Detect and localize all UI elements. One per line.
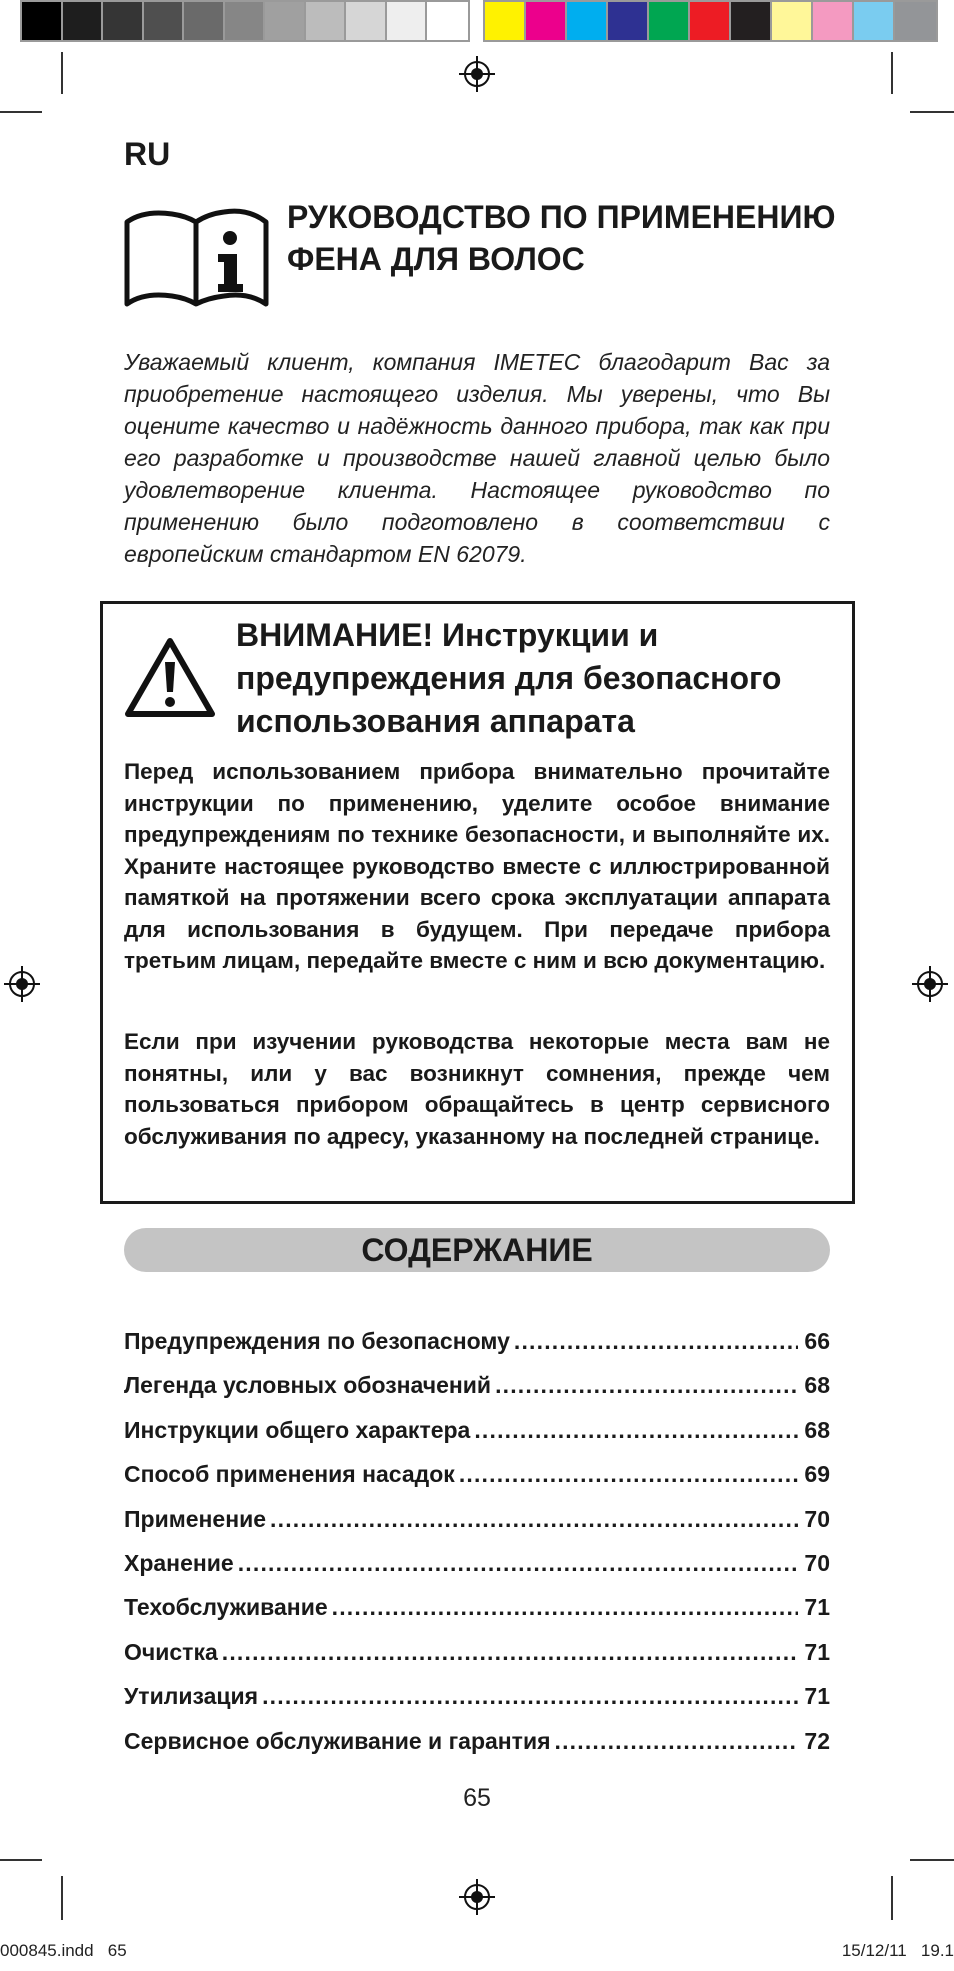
toc-item-title: Способ применения насадок — [124, 1461, 455, 1488]
crop-mark — [0, 111, 42, 113]
registration-mark-icon — [457, 54, 497, 94]
toc-item-page: 68 — [804, 1416, 830, 1443]
toc-item — [124, 1594, 830, 1638]
gray-swatch — [225, 2, 266, 40]
gray-swatch — [387, 2, 428, 40]
registration-mark-icon — [910, 964, 950, 1004]
toc-item — [124, 1417, 830, 1461]
print-slug-date: 15/12/11 19.1 — [841, 1941, 954, 1960]
crop-mark — [61, 52, 63, 94]
color-swatch — [854, 2, 895, 40]
color-swatch — [608, 2, 649, 40]
registration-mark-icon — [2, 964, 42, 1004]
print-slug-file: 000845.indd 65 — [0, 1941, 127, 1960]
toc-leader-dots — [332, 1594, 799, 1621]
toc-item-page: 70 — [804, 1505, 830, 1532]
toc-header-label: СОДЕРЖАНИЕ — [361, 1231, 593, 1268]
toc-item-title: Предупреждения по безопасному — [124, 1328, 510, 1354]
color-swatch — [895, 2, 936, 40]
toc-item-title: Применение — [124, 1505, 267, 1532]
toc-leader-dots — [474, 1417, 798, 1444]
color-swatch — [813, 2, 854, 40]
toc-item-page: 71 — [804, 1638, 830, 1665]
toc-leader-dots — [222, 1639, 799, 1666]
process-color-bar — [483, 0, 938, 42]
toc-item-title: Сервисное обслуживание и гарантия — [124, 1727, 551, 1754]
toc-item — [124, 1639, 830, 1683]
toc-leader-dots — [495, 1372, 798, 1399]
grayscale-color-bar — [20, 0, 470, 42]
page-title: РУКОВОДСТВО ПО ПРИМЕНЕНИЮ ФЕНА ДЛЯ ВОЛОС — [287, 199, 836, 277]
toc-item-page: 71 — [804, 1683, 830, 1710]
gray-swatch — [427, 2, 468, 40]
toc-item — [124, 1372, 830, 1416]
gray-swatch — [346, 2, 387, 40]
gray-swatch — [144, 2, 185, 40]
gray-swatch — [184, 2, 225, 40]
crop-mark — [891, 52, 893, 94]
toc-leader-dots — [238, 1550, 799, 1577]
toc-leader-dots — [514, 1328, 799, 1355]
toc-item — [124, 1328, 830, 1372]
toc-header — [124, 1228, 830, 1272]
toc-item-title: Легенда условных обозначений — [124, 1372, 492, 1399]
toc-item — [124, 1550, 830, 1594]
crop-mark — [61, 1876, 63, 1920]
warning-triangle-icon — [124, 636, 216, 720]
warning-paragraph-2: Если при изучении руководства некоторые места вам не понятны, или у вас возникнут сомнения, прежде чем пользоваться прибором обращайтесь в центр сервисного обслуживания по адресу, указанному на последней странице. — [124, 1029, 830, 1149]
color-swatch — [649, 2, 690, 40]
toc-leader-dots — [555, 1728, 799, 1755]
toc-item-page: 70 — [804, 1549, 830, 1576]
page-number: 65 — [463, 1784, 491, 1812]
crop-mark — [891, 1876, 893, 1920]
crop-mark — [0, 1859, 42, 1861]
toc-item — [124, 1461, 830, 1505]
gray-swatch — [265, 2, 306, 40]
toc-item-page: 71 — [804, 1594, 830, 1621]
color-swatch — [567, 2, 608, 40]
toc-item — [124, 1683, 830, 1727]
language-code: RU — [124, 136, 171, 172]
toc-item-title: Утилизация — [124, 1683, 259, 1710]
toc-leader-dots — [270, 1506, 798, 1533]
intro-paragraph: Уважаемый клиент, компания IMETEC благодарит Вас за приобретение настоящего изделия. Мы уверены, что Вы оцените качество и надёжность данного прибора, так как при его разработке и производстве нашей главной целью было удовлетворение клиента. Настоящее руководство по применению было подготовлено в соответствии с европейским стандартом EN 62079. — [124, 349, 830, 567]
gray-swatch — [306, 2, 347, 40]
toc-item-title: Инструкции общего характера — [124, 1416, 471, 1443]
toc-item-title: Очистка — [124, 1638, 218, 1665]
color-swatch — [526, 2, 567, 40]
table-of-contents — [124, 1328, 830, 1772]
color-swatch — [731, 2, 772, 40]
toc-item-page: 69 — [804, 1461, 830, 1488]
registration-mark-icon — [457, 1877, 497, 1917]
toc-item-title: Хранение — [124, 1549, 234, 1576]
gray-swatch — [22, 2, 63, 40]
toc-leader-dots — [459, 1461, 799, 1488]
color-swatch — [772, 2, 813, 40]
manual-info-icon — [124, 200, 269, 312]
toc-item — [124, 1728, 830, 1772]
toc-item-page: 66 — [804, 1328, 830, 1354]
toc-item — [124, 1506, 830, 1550]
warning-title: ВНИМАНИЕ! Инструкции и предупреждения для безопасного использования аппарата — [236, 617, 782, 739]
crop-mark — [910, 1859, 954, 1861]
toc-leader-dots — [262, 1683, 798, 1710]
crop-mark — [910, 111, 954, 113]
gray-swatch — [63, 2, 104, 40]
gray-swatch — [103, 2, 144, 40]
toc-item-page: 72 — [804, 1727, 830, 1754]
toc-item-title: Техобслуживание — [124, 1594, 328, 1621]
warning-paragraph-1: Перед использованием прибора внимательно прочитайте инструкции по применению, уделите особое внимание предупреждениям по технике безопасности, и выполняйте их. Храните настоящее руководство вместе с иллюстрированной памяткой на протяжении всего срока эксплуатации аппарата для использования в будущем. При передаче прибора третьим лицам, передайте вместе с ним и всю документацию. — [124, 759, 830, 973]
toc-item-page: 68 — [804, 1372, 830, 1399]
color-swatch — [690, 2, 731, 40]
color-swatch — [485, 2, 526, 40]
